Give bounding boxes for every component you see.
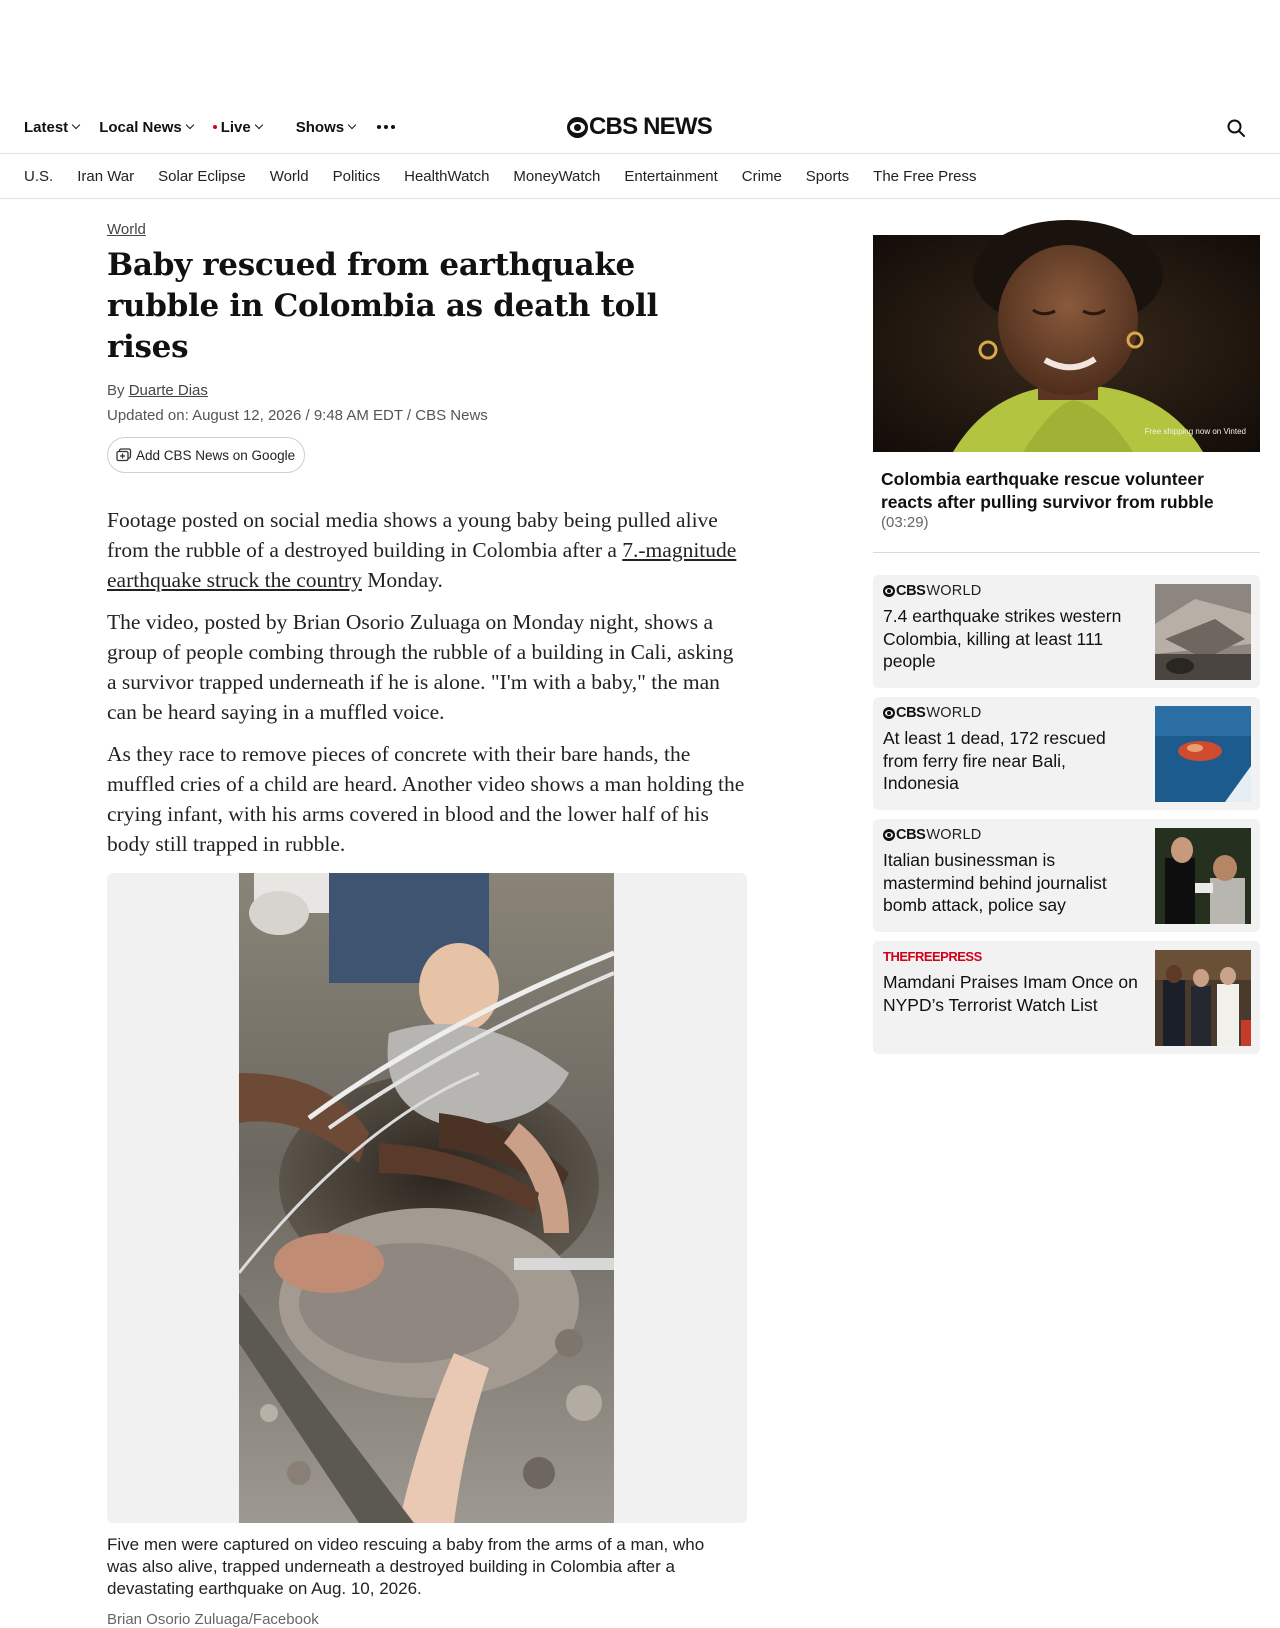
add-on-google-label: Add CBS News on Google	[136, 447, 296, 463]
brand-main: CBS	[896, 583, 926, 599]
sidebar-divider	[873, 552, 1260, 553]
photo-caption: Five men were captured on video rescuing a baby from the arms of a man, who was also alive, trapped underneath a destroyed building in Colombia after a devastating earthquake on Aug. 10, 2026.	[107, 1535, 705, 1598]
section-solar-eclipse[interactable]: Solar Eclipse	[158, 167, 246, 185]
article	[107, 200, 747, 1628]
brand-main: THEFREEPRESS	[883, 949, 982, 964]
section-the-free-press[interactable]: The Free Press	[873, 167, 977, 185]
story-title: At least 1 dead, 172 rescued from ferry fire near Bali, Indonesia	[883, 728, 1106, 793]
sidebar	[873, 235, 1260, 1063]
section-world[interactable]: World	[269, 167, 309, 185]
top-header	[0, 100, 1280, 154]
related-story-card[interactable]	[873, 941, 1260, 1054]
article-kicker[interactable]: World	[107, 221, 146, 238]
section-politics[interactable]: Politics	[332, 167, 381, 185]
section-crime[interactable]: Crime	[741, 167, 782, 185]
logo-text: CBS NEWS	[589, 113, 712, 140]
related-story-card[interactable]	[873, 697, 1260, 810]
rescue-photo-image	[239, 873, 614, 1523]
video-overlay-text: Free shipping now on Vinted	[1144, 427, 1246, 436]
nav-latest-label: Latest	[24, 118, 69, 136]
cbs-eye-icon	[883, 707, 895, 719]
chevron-down-icon	[348, 121, 356, 129]
add-on-google-button[interactable]	[107, 437, 305, 473]
story-title: Mamdani Praises Imam Once on NYPD’s Terrorist Watch List	[883, 972, 1138, 1015]
featured-video-duration: (03:29)	[881, 514, 929, 531]
section-sports[interactable]: Sports	[805, 167, 850, 185]
free-press-brand	[883, 949, 982, 964]
nav-shows-label: Shows	[295, 118, 345, 136]
chevron-down-icon	[254, 121, 262, 129]
featured-video-title[interactable]: Colombia earthquake rescue volunteer reacts after pulling survivor from rubble	[881, 469, 1214, 512]
cbs-world-brand	[883, 705, 981, 721]
byline	[107, 382, 747, 399]
brand-sub: WORLD	[926, 827, 982, 843]
nav-live[interactable]	[213, 119, 262, 136]
section-us[interactable]: U.S.	[24, 167, 54, 185]
brand-sub: WORLD	[926, 705, 982, 721]
related-story-card[interactable]	[873, 575, 1260, 688]
cbs-eye-icon	[567, 117, 588, 138]
article-headline: Baby rescued from earthquake rubble in Colombia as death toll rises	[107, 247, 658, 365]
article-photo	[107, 873, 747, 1523]
story-thumbnail	[1155, 706, 1251, 802]
brand-main: CBS	[896, 705, 926, 721]
brand-sub: WORLD	[926, 583, 982, 599]
ellipsis-icon[interactable]	[377, 125, 395, 129]
paragraph-3: As they race to remove pieces of concrete with their bare hands, the muffled cries of a child are heard. Another video shows a man holding the crying infant, with his arms covered in blood and the lower half of his body still trapped in rubble.	[107, 742, 745, 856]
google-add-icon	[116, 448, 132, 462]
top-nav	[24, 100, 395, 154]
cbs-eye-icon	[883, 829, 895, 841]
paragraph-1-text-b: Monday.	[361, 568, 443, 592]
nav-live-label: Live	[220, 118, 251, 136]
live-dot-icon	[213, 125, 217, 129]
cbs-eye-icon	[883, 585, 895, 597]
search-icon[interactable]	[1226, 118, 1246, 138]
story-thumbnail	[1155, 950, 1251, 1046]
chevron-down-icon	[72, 121, 80, 129]
cbs-news-logo[interactable]	[567, 112, 712, 142]
brand-main: CBS	[896, 827, 926, 843]
story-thumbnail	[1155, 828, 1251, 924]
paragraph-1	[107, 505, 747, 595]
section-entertainment[interactable]: Entertainment	[624, 167, 718, 185]
section-iran-war[interactable]: Iran War	[77, 167, 135, 185]
section-moneywatch[interactable]: MoneyWatch	[513, 167, 601, 185]
story-title: 7.4 earthquake strikes western Colombia, killing at least 111 people	[883, 606, 1122, 671]
nav-local-news-label: Local News	[99, 118, 182, 136]
nav-latest[interactable]	[24, 119, 79, 136]
paragraph-2: The video, posted by Brian Osorio Zuluaga on Monday night, shows a group of people combing through the rubble of a building in Cali, asking a survivor trapped underneath if he is alone. "I'm with a baby," the man can be heard saying in a muffled voice.	[107, 610, 734, 724]
nav-local-news[interactable]	[99, 119, 193, 136]
paragraph-1-text-a: Footage posted on social media shows a young baby being pulled alive from the rubble of a destroyed building in Colombia after a	[107, 508, 718, 562]
cbs-world-brand	[883, 827, 981, 843]
author-link[interactable]: Duarte Dias	[128, 382, 208, 399]
byline-prefix: By	[107, 382, 125, 399]
featured-video-thumbnail[interactable]	[873, 235, 1260, 452]
updated-timestamp: Updated on: August 12, 2026 / 9:48 AM EDT / CBS News	[107, 407, 488, 424]
related-story-card[interactable]	[873, 819, 1260, 932]
section-nav	[0, 154, 1280, 199]
story-title: Italian businessman is mastermind behind journalist bomb attack, police say	[883, 850, 1107, 915]
photo-credit: Brian Osorio Zuluaga/Facebook	[107, 1611, 319, 1628]
earthquake-article-link[interactable]: 7.-magnitude earthquake struck the country	[107, 538, 737, 592]
story-thumbnail	[1155, 584, 1251, 680]
nav-shows[interactable]	[296, 119, 355, 136]
related-stories	[873, 575, 1260, 1054]
chevron-down-icon	[185, 121, 193, 129]
cbs-world-brand	[883, 583, 981, 599]
section-healthwatch[interactable]: HealthWatch	[404, 167, 490, 185]
